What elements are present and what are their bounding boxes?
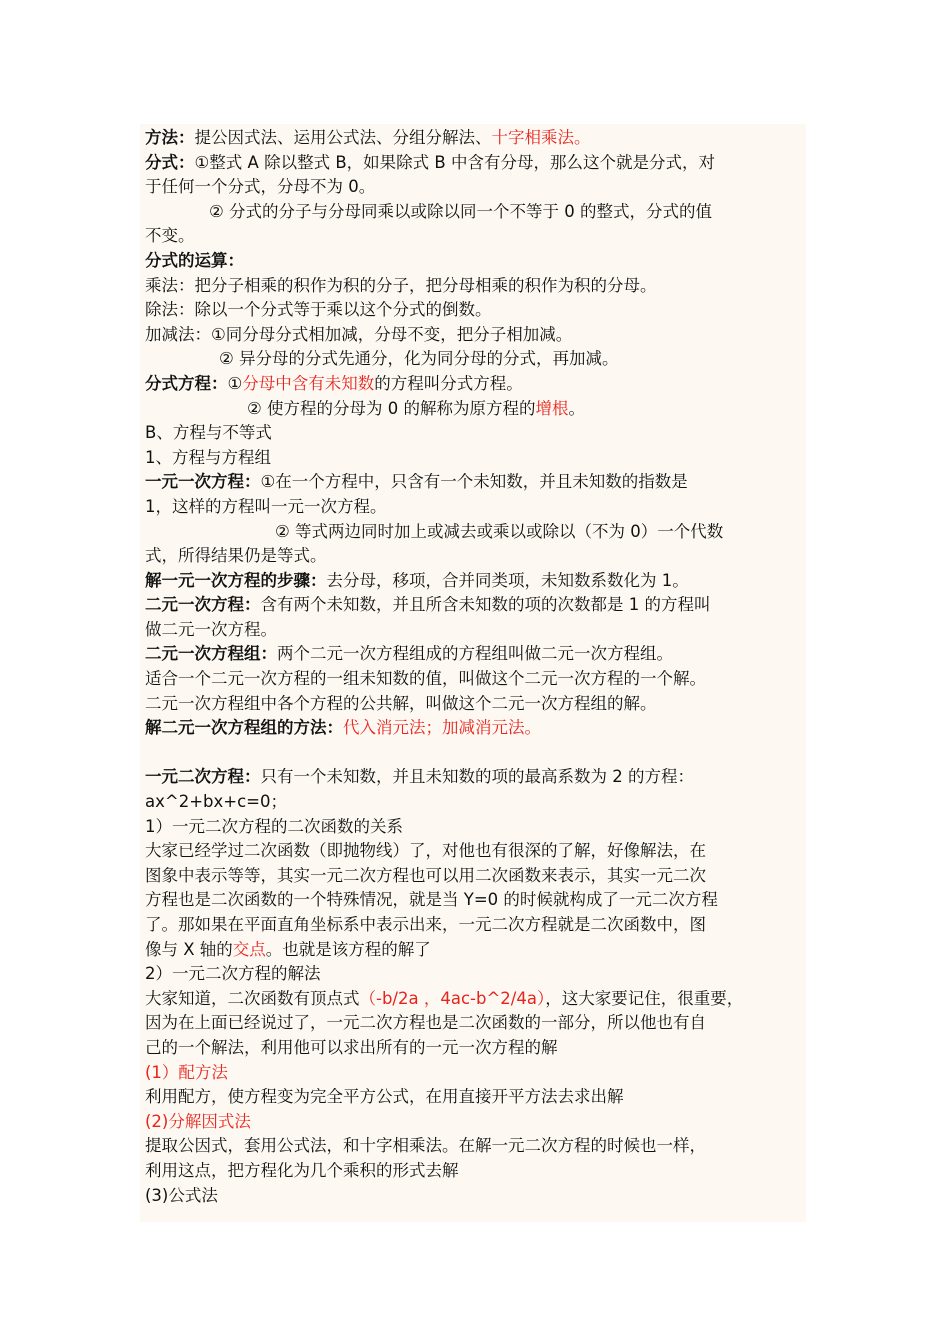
ops-div: 除法：除以一个分式等于乘以这个分式的倒数。 — [145, 300, 492, 320]
document-body — [145, 126, 805, 1208]
rel-line-1: 大家已经学过二次函数（即抛物线）了，对他也有很深的了解，好像解法，在 — [145, 841, 706, 861]
solve-system-line — [145, 716, 805, 741]
fraction-line-2: 于任何一个分式，分母不为 0。 — [145, 177, 376, 197]
frac-eq-l2-pre: ② 使方程的分母为 0 的解称为原方程的 — [247, 398, 536, 418]
rel-title: 1）一元二次方程的二次函数的关系 — [145, 816, 403, 836]
frac-eq-l1-pre: ① — [227, 373, 243, 393]
rel-line-4: 了。那如果在平面直角坐标系中表示出来，一元二次方程就是二次函数中，图 — [145, 915, 706, 934]
methods-text: 提公因式法、运用公式法、分组分解法、 — [194, 128, 492, 147]
rel-l5-highlight: 交点 — [232, 939, 266, 959]
linear1-line-2: 1，这样的方程叫一元一次方程。 — [145, 496, 387, 516]
frac-eq-label: 分式方程： — [145, 373, 228, 393]
ops-title: 分式的运算： — [145, 250, 244, 270]
solve-l1-post: ，这大家要记住，很重要， — [545, 988, 744, 1008]
ops-add-2: ② 异分母的分式先通分，化为同分母的分式，再加减。 — [219, 349, 619, 369]
fraction-line-3: ② 分式的分子与分母同乘以或除以同一个不等于 0 的整式，分式的值 — [209, 201, 713, 221]
rel-l5-pre: 像与 X 轴的 — [145, 939, 233, 959]
quad-line-2: ax^2+bx+c=0； — [145, 792, 287, 812]
system-line-2: 适合一个二元一次方程的一组未知数的值，叫做这个二元一次方程的一个解。 — [145, 669, 706, 689]
fraction-line-1 — [145, 151, 805, 176]
system-label: 二元一次方程组： — [145, 644, 277, 664]
method-1-text: 利用配方，使方程变为完全平方公式，在用直接开平方法去求出解 — [145, 1087, 624, 1107]
rel-line-2: 图象中表示等等，其实一元二次方程也可以用二次函数来表示，其实一元二次 — [145, 865, 706, 885]
methods-line — [145, 126, 805, 151]
linear1-text: ①在一个方程中，只含有一个未知数，并且未知数的指数是 — [260, 472, 688, 492]
linear1-line-1 — [145, 470, 805, 495]
rel-line-5 — [145, 938, 805, 963]
solve-line-3: 己的一个解法，利用他可以求出所有的一元一次方程的解 — [145, 1037, 558, 1057]
solve-l1-pre: 大家知道，二次函数有顶点式 — [145, 988, 360, 1008]
solve-line-2: 因为在上面已经说过了，一元二次方程也是二次函数的一部分，所以他也有自 — [145, 1013, 706, 1033]
system-line-3: 二元一次方程组中各个方程的公共解，叫做这个二元一次方程组的解。 — [145, 693, 657, 713]
linear2-label: 二元一次方程： — [145, 595, 261, 615]
frac-eq-l1-post: 的方程叫分式方程。 — [374, 373, 523, 393]
linear2-line-1 — [145, 593, 805, 618]
methods-highlight: 十字相乘法。 — [491, 128, 591, 147]
fraction-line-4: 不变。 — [145, 226, 195, 246]
methods-label: 方法： — [145, 128, 195, 147]
quad-text: 只有一个未知数，并且未知数的项的最高系数为 2 的方程： — [260, 767, 694, 787]
quad-line-1 — [145, 765, 805, 790]
solve-line-1 — [145, 987, 805, 1012]
frac-eq-l2-post: 。 — [568, 398, 586, 418]
solve-system-label: 解二元一次方程组的方法： — [145, 718, 343, 738]
rel-l5-post: 。也就是该方程的解了 — [265, 939, 431, 959]
fraction-label: 分式： — [145, 152, 195, 172]
rel-line-3: 方程也是二次函数的一个特殊情况，就是当 Y=0 的时候就构成了一元二次方程 — [145, 890, 718, 910]
frac-eq-line-2 — [145, 397, 805, 422]
linear2-text: 含有两个未知数，并且所含未知数的项的次数都是 1 的方程叫 — [260, 595, 711, 615]
steps-line — [145, 569, 805, 594]
system-line-1 — [145, 642, 805, 667]
blank-line — [145, 741, 805, 766]
quad-label: 一元二次方程： — [145, 767, 261, 787]
frac-eq-line-1 — [145, 372, 805, 397]
frac-eq-l1-highlight: 分母中含有未知数 — [242, 373, 375, 393]
linear1-line-4: 式，所得结果仍是等式。 — [145, 546, 327, 566]
section-b-heading: B、方程与不等式 — [145, 423, 272, 443]
linear1-label: 一元一次方程： — [145, 472, 261, 492]
steps-text: 去分母，移项，合并同类项，未知数系数化为 1。 — [326, 570, 689, 590]
method-2-title: (2)分解因式法 — [145, 1111, 251, 1131]
method-2-line-1: 提取公因式，套用公式法，和十字相乘法。在解一元二次方程的时候也一样， — [145, 1136, 706, 1156]
solve-title: 2）一元二次方程的解法 — [145, 964, 321, 984]
solve-l1-highlight: （-b/2a ，4ac-b^2/4a） — [359, 988, 546, 1008]
method-2-line-2: 利用这点，把方程化为几个乘积的形式去解 — [145, 1160, 459, 1180]
linear1-line-3: ② 等式两边同时加上或减去或乘以或除以（不为 0）一个代数 — [275, 521, 724, 541]
method-3-title: (3)公式法 — [145, 1185, 218, 1205]
method-1-title: (1）配方法 — [145, 1062, 228, 1082]
frac-eq-l2-highlight: 增根 — [535, 398, 569, 418]
system-text: 两个二元一次方程组成的方程组叫做二元一次方程组。 — [277, 644, 673, 664]
section-1-heading: 1、方程与方程组 — [145, 447, 271, 467]
ops-mul: 乘法：把分子相乘的积作为积的分子，把分母相乘的积作为积的分母。 — [145, 275, 657, 295]
steps-label: 解一元一次方程的步骤： — [145, 570, 327, 590]
solve-system-highlight: 代入消元法；加减消元法。 — [343, 718, 541, 738]
fraction-def-text: ①整式 A 除以整式 B，如果除式 B 中含有分母，那么这个就是分式，对 — [194, 152, 715, 172]
ops-add-1: 加减法：①同分母分式相加减，分母不变，把分子相加减。 — [145, 324, 573, 344]
linear2-line-2: 做二元一次方程。 — [145, 619, 277, 639]
